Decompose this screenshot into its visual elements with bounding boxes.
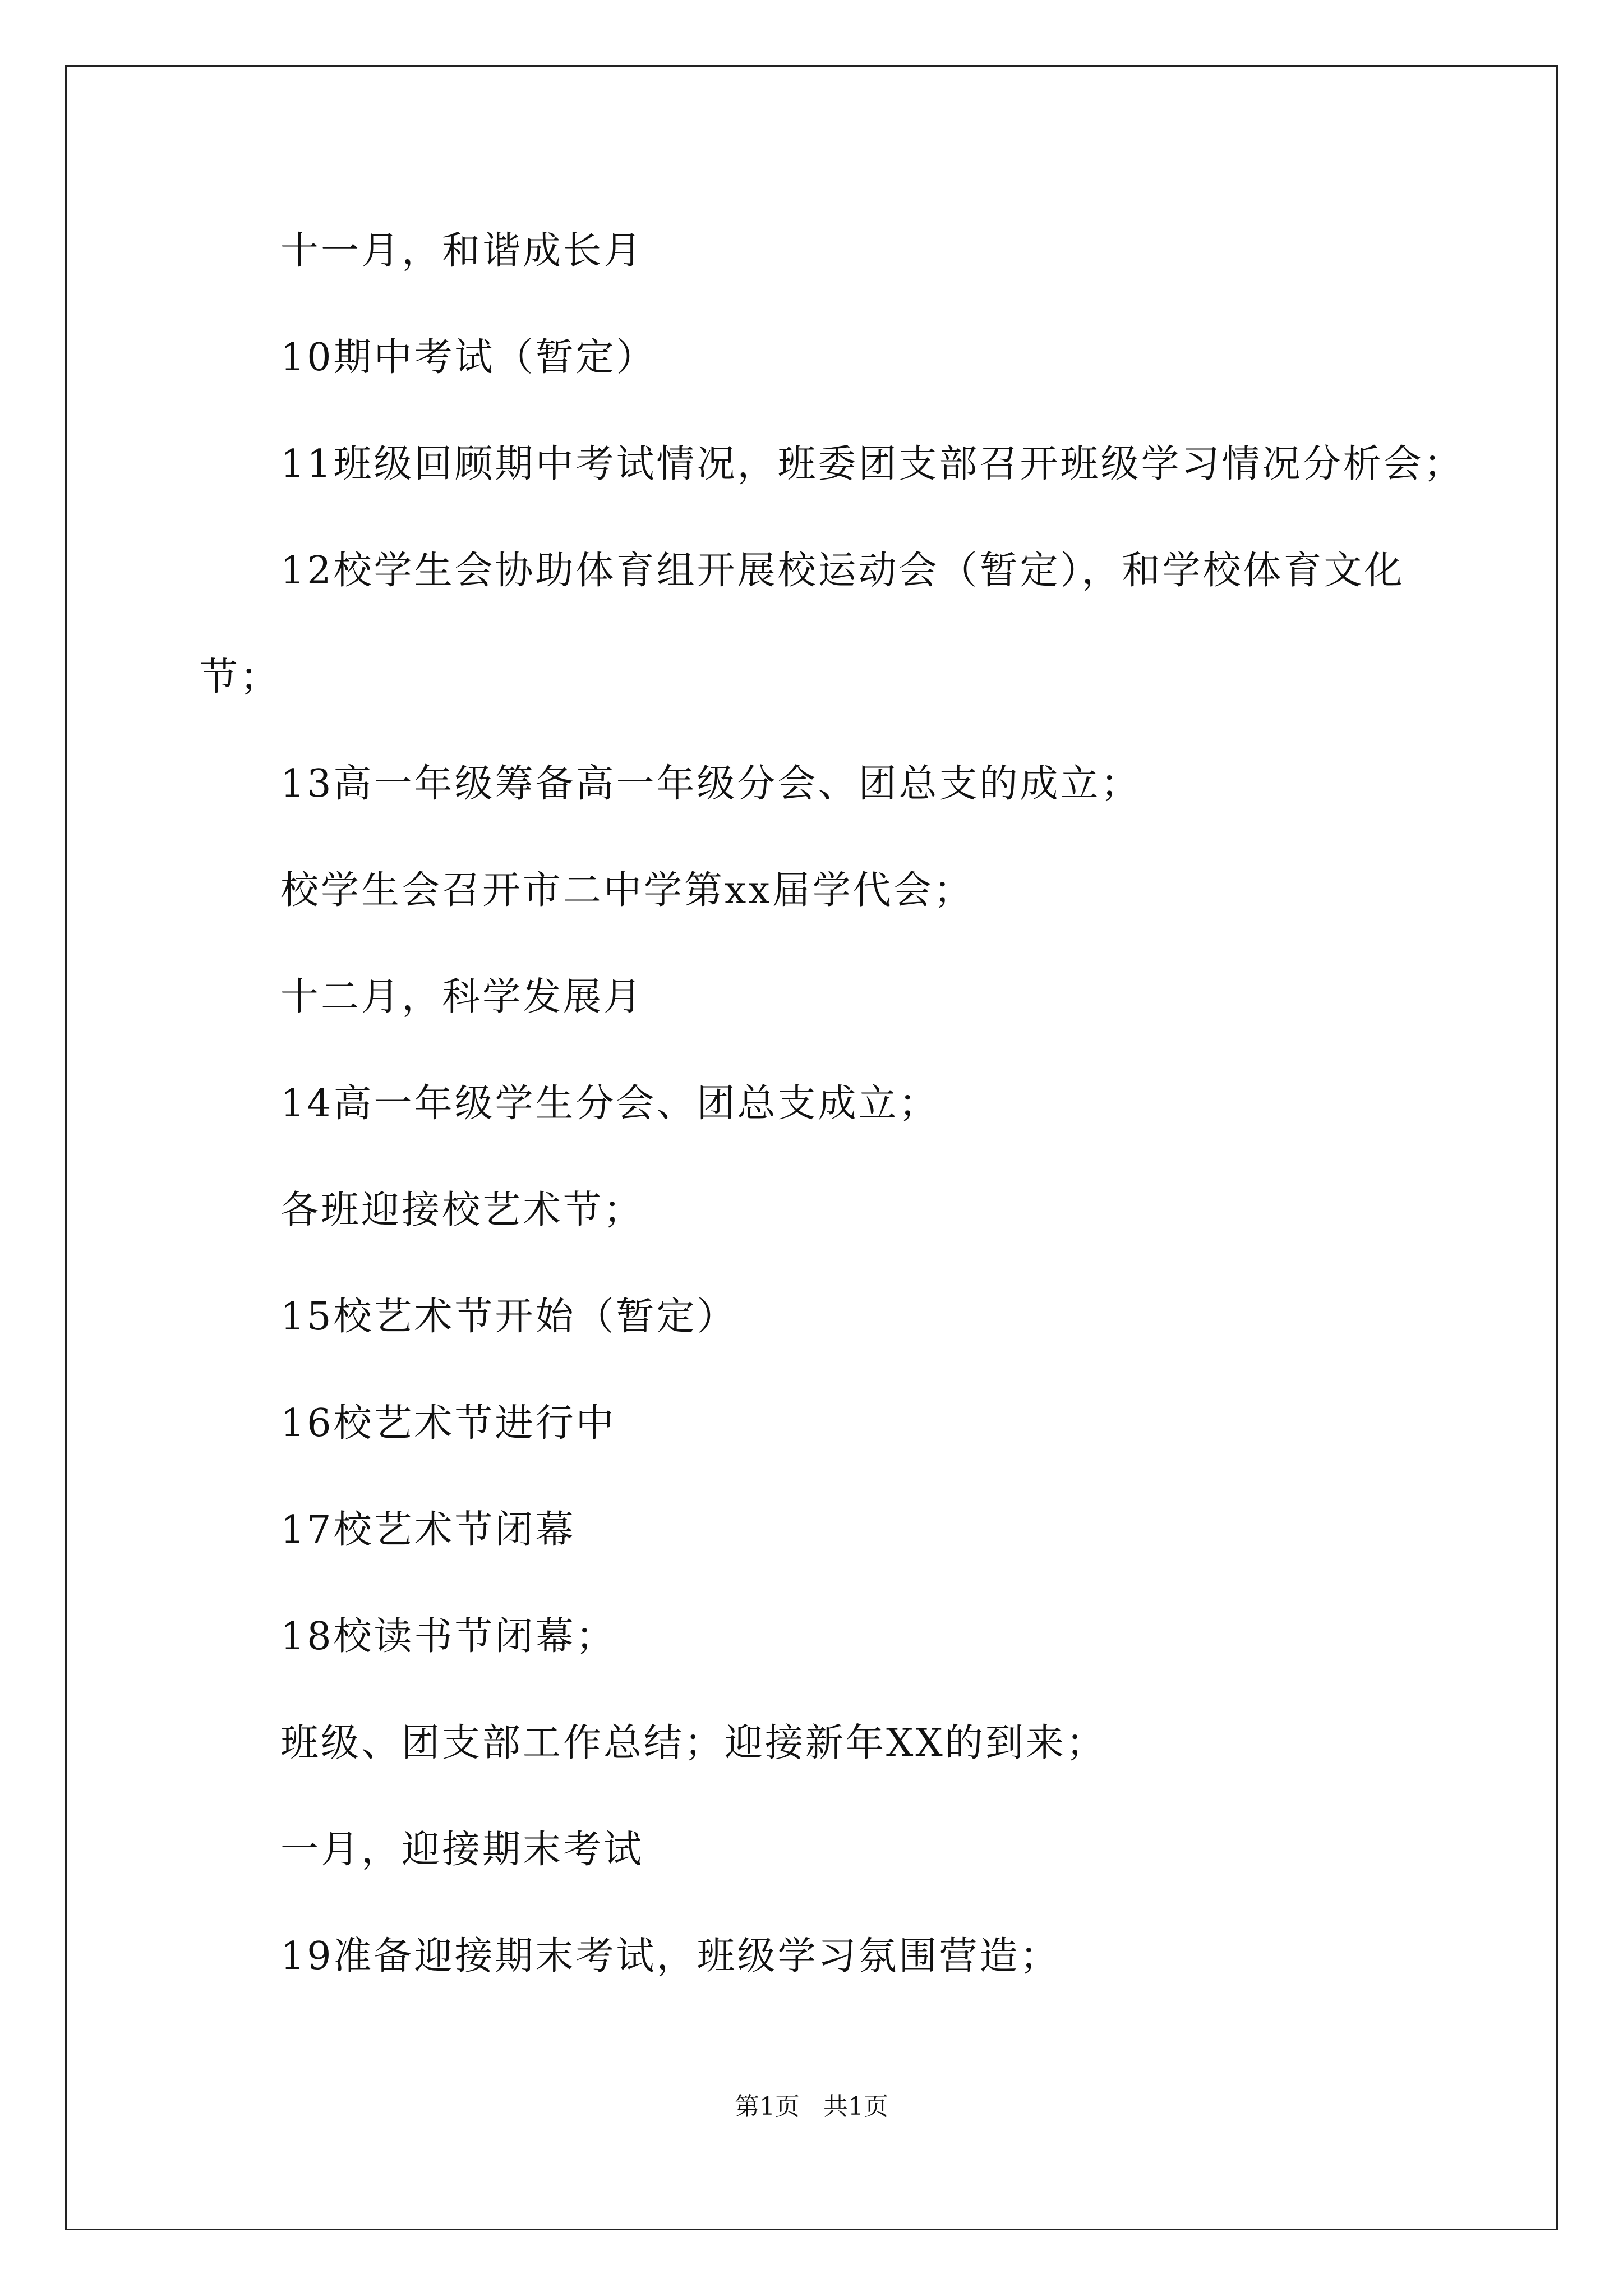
text-line-item-17: 17校艺术节闭幕	[280, 1508, 576, 1552]
page-border	[65, 65, 1558, 2230]
text-line-item-14: 14高一年级学生分会、团总支成立；	[280, 1082, 939, 1126]
text-line-student-congress: 校学生会召开市二中学第xx届学代会；	[280, 868, 974, 913]
text-line-item-18: 18校读书节闭幕；	[280, 1614, 616, 1659]
text-line-item-11: 11班级回顾期中考试情况，班委团支部召开班级学习情况分析会；	[280, 442, 1464, 486]
text-line-month-december: 十二月，科学发展月	[280, 975, 644, 1019]
text-line-art-festival-prep: 各班迎接校艺术节；	[280, 1188, 644, 1232]
text-line-work-summary: 班级、团支部工作总结；迎接新年XX的到来；	[280, 1721, 1106, 1765]
text-line-item-19: 19准备迎接期末考试，班级学习氛围营造；	[280, 1934, 1061, 1978]
text-line-item-13: 13高一年级筹备高一年级分会、团总支的成立；	[280, 762, 1141, 806]
text-line-item-12: 12校学生会协助体育组开展校运动会（暂定），和学校体育文化	[280, 549, 1405, 593]
text-line-item-10: 10期中考试（暂定）	[280, 335, 657, 380]
text-line-item-12-continued: 节；	[200, 655, 281, 700]
text-line-item-16: 16校艺术节进行中	[280, 1401, 616, 1446]
text-line-month-november: 十一月，和谐成长月	[280, 229, 644, 273]
page-footer: 第1页 共1页	[735, 2092, 888, 2121]
text-line-month-january: 一月，迎接期末考试	[280, 1828, 644, 1872]
text-line-item-15: 15校艺术节开始（暂定）	[280, 1295, 737, 1339]
